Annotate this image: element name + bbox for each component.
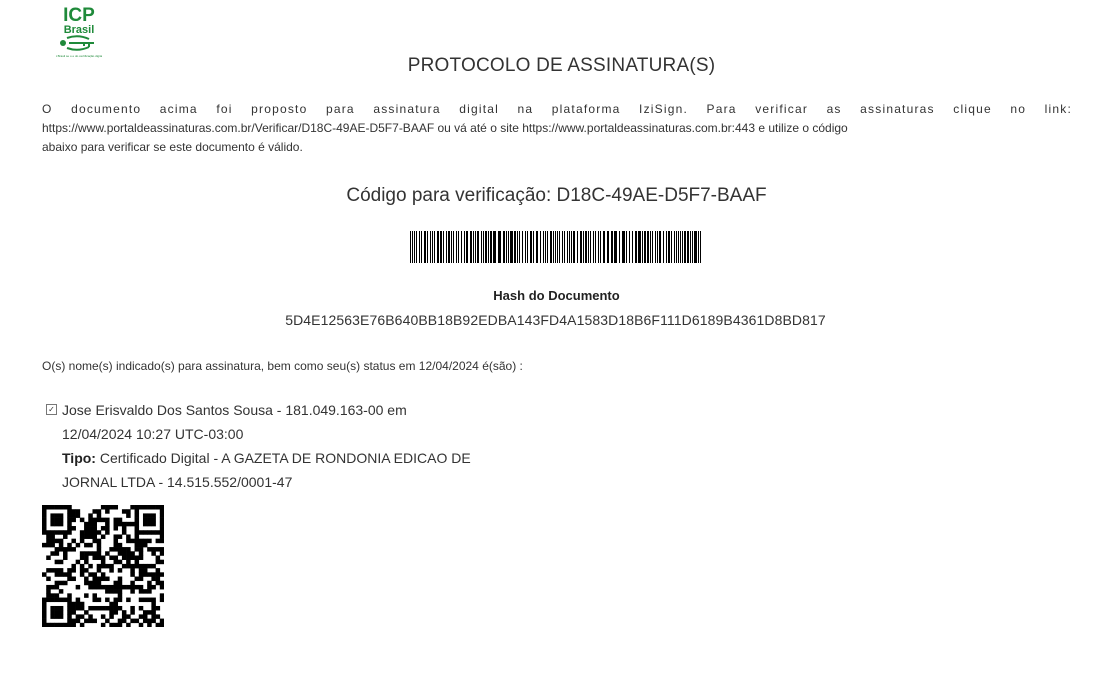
page-title: PROTOCOLO DE ASSINATURA(S) bbox=[407, 55, 716, 76]
check-icon: ✓ bbox=[46, 404, 57, 415]
intro-paragraph bbox=[42, 100, 1072, 157]
logo-text-icp: ICP bbox=[63, 5, 95, 26]
icp-brasil-logo bbox=[56, 4, 102, 62]
key-icon bbox=[60, 36, 94, 50]
signer-type bbox=[62, 446, 566, 470]
barcode-image bbox=[410, 231, 702, 263]
logo-text-brasil: Brasil bbox=[63, 24, 95, 36]
intro-line-1: O documento acima foi proposto para assinatura digital na plataforma IziSign. Para verificar as assinaturas clique no link: bbox=[42, 102, 1072, 116]
tipo-value: Certificado Digital - A GAZETA DE RONDONIA EDICAO DE bbox=[99, 450, 471, 466]
logo-tagline: A Brasil se o e do certificação digital bbox=[56, 54, 102, 58]
intro-line-2: https://www.portaldeassinaturas.com.br/Verificar/D18C-49AE-D5F7-BAAF ou vá até o site https://www.portaldeassinaturas.com.br:443 e utilize o código bbox=[42, 121, 848, 135]
intro-line-3: abaixo para verificar se este documento é válido. bbox=[42, 140, 303, 154]
signer-entry bbox=[46, 398, 566, 494]
signer-date: 12/04/2024 10:27 UTC-03:00 bbox=[62, 426, 244, 442]
signer-name: Jose Erisvaldo Dos Santos Sousa - 181.049.163-00 em bbox=[62, 402, 407, 418]
signers-intro: O(s) nome(s) indicado(s) para assinatura, bem como seu(s) status em 12/04/2024 é(são) : bbox=[42, 359, 523, 373]
tipo-label: Tipo: bbox=[62, 450, 96, 466]
signer-type-cont: JORNAL LTDA - 14.515.552/0001-47 bbox=[62, 474, 293, 490]
hash-value: 5D4E12563E76B640BB18B92EDBA143FD4A1583D18B6F111D6189B4361D8BD817 bbox=[285, 312, 826, 328]
qr-code-image bbox=[42, 505, 164, 627]
hash-label: Hash do Documento bbox=[493, 288, 620, 303]
verification-code: Código para verificação: D18C-49AE-D5F7-BAAF bbox=[346, 185, 767, 206]
